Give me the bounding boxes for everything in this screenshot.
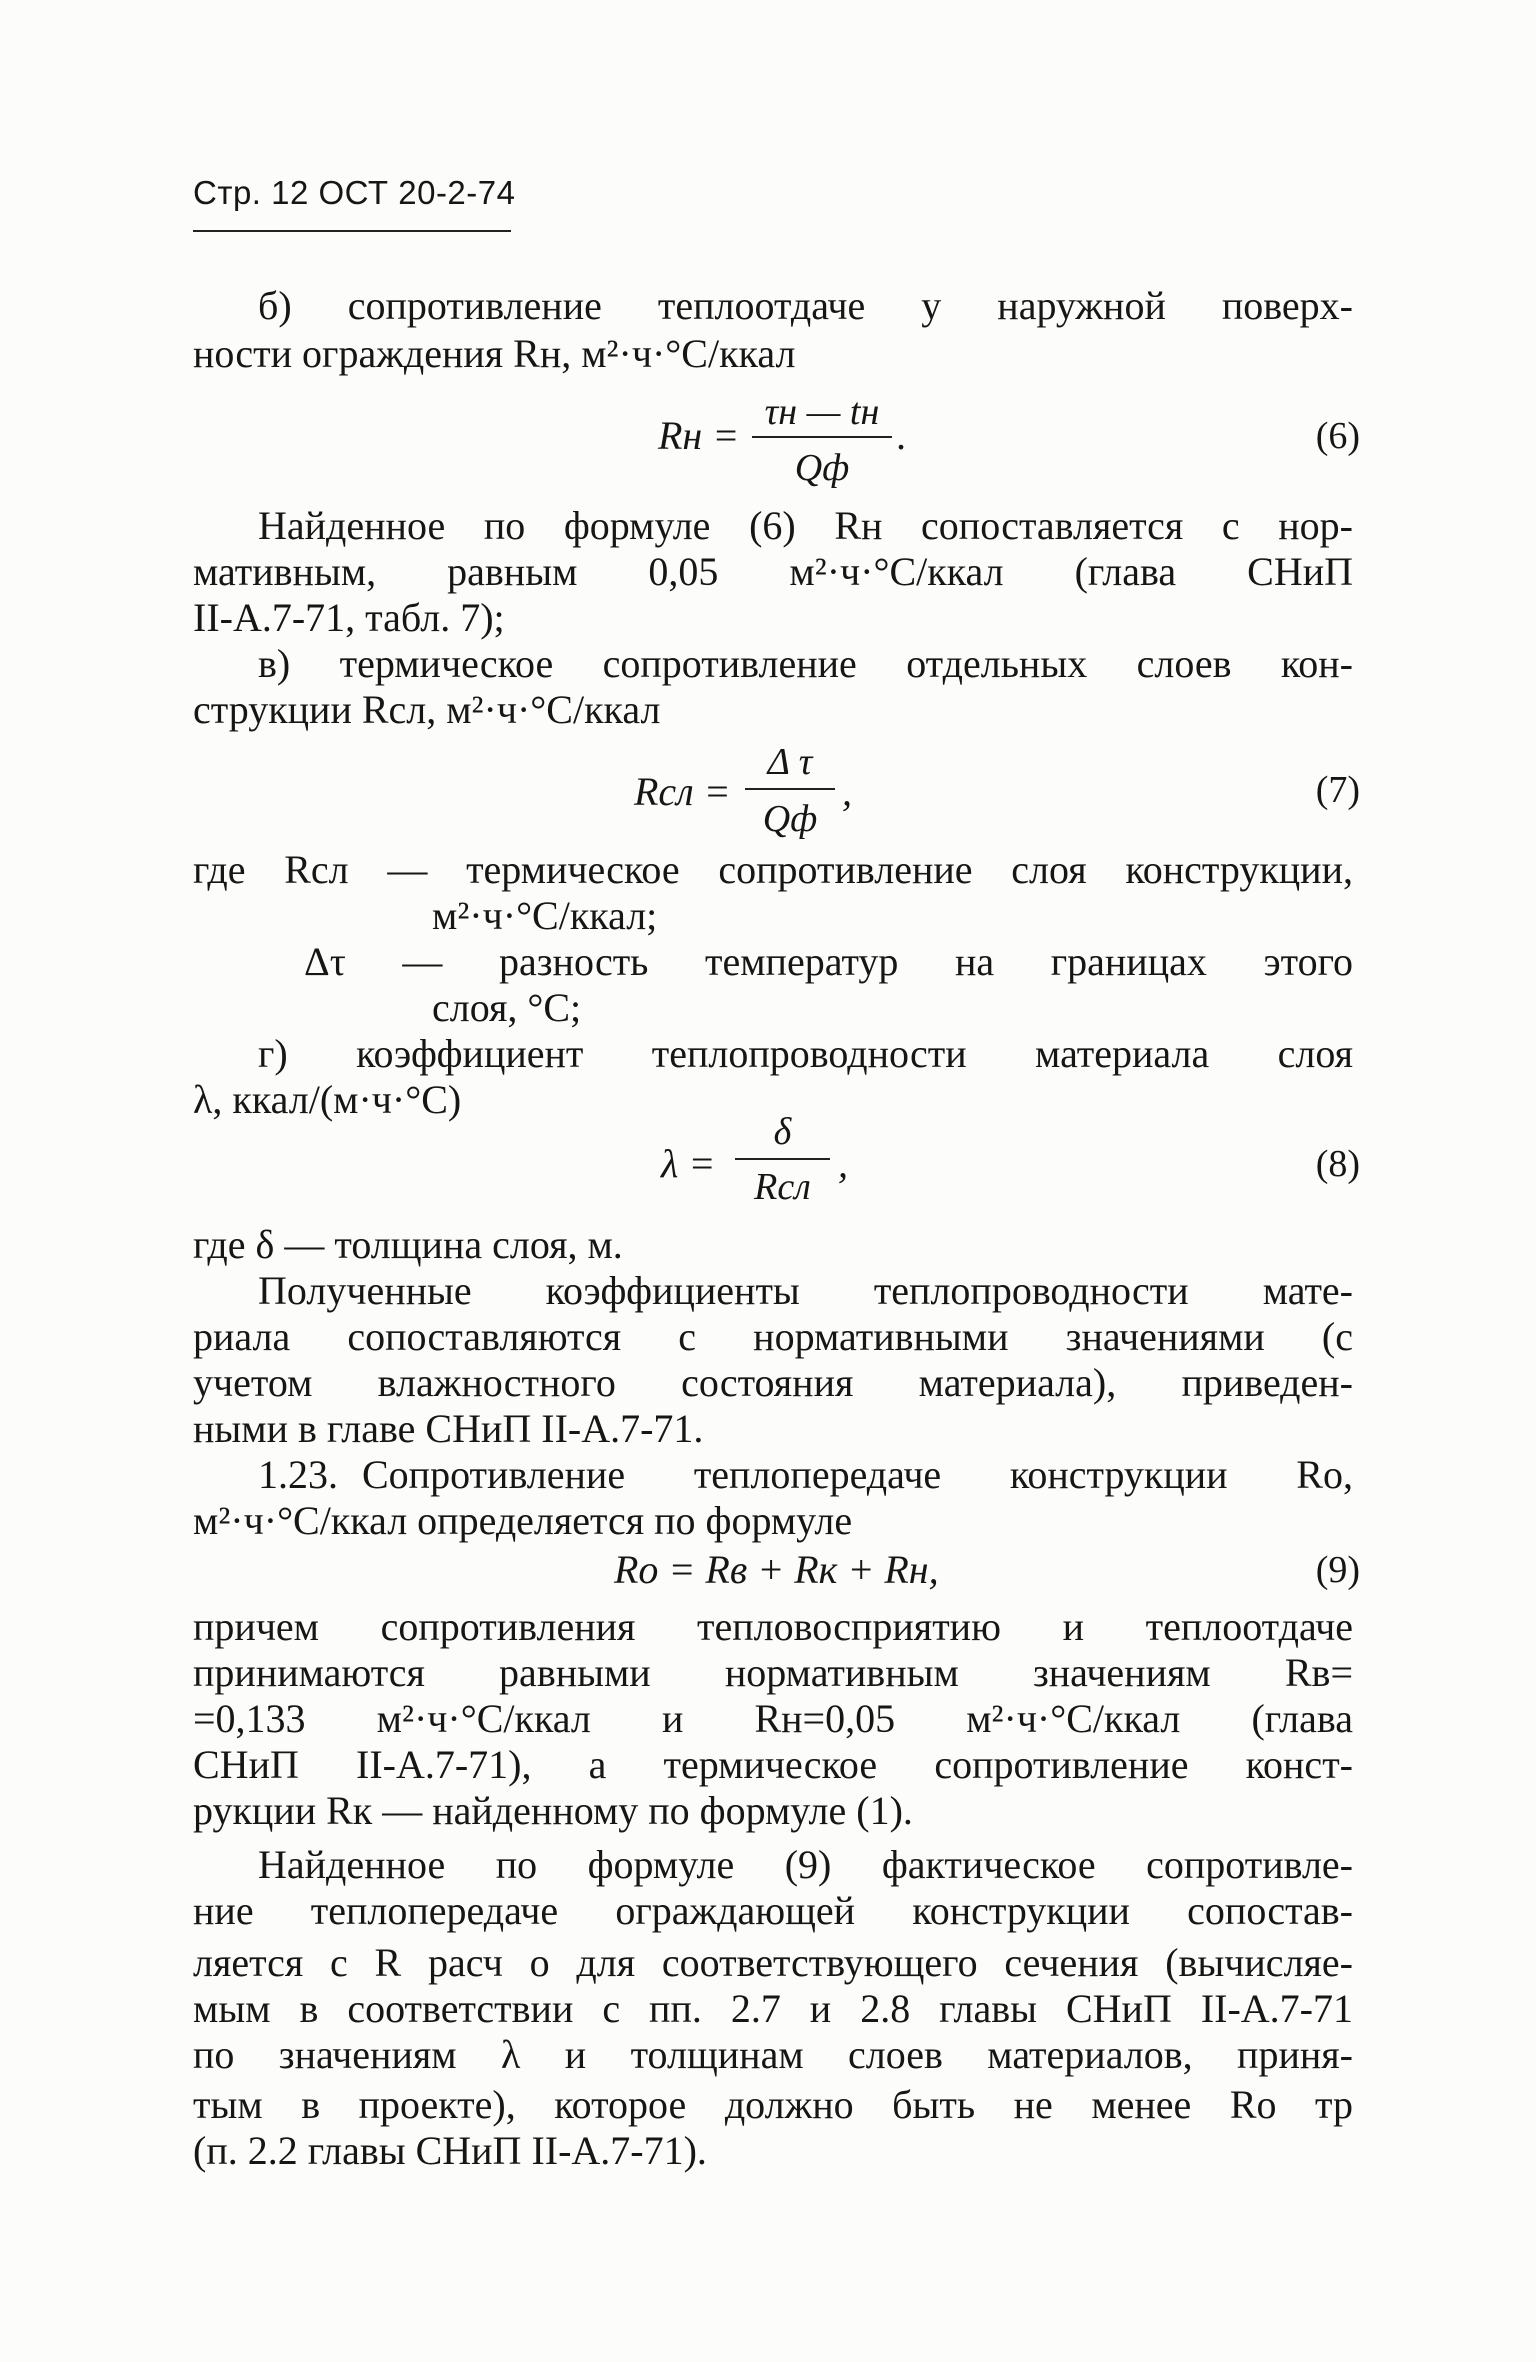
text-line: Найденное по формуле (6) Rн сопоставляется с нор- — [258, 503, 1353, 548]
formula-6-numerator: τн — tн — [764, 391, 880, 433]
text-line: где δ — толщина слоя, м. — [193, 1222, 623, 1267]
formula-8-lhs: λ = — [661, 1141, 716, 1186]
formula-6-number: (6) — [1315, 415, 1360, 457]
formula-8-numerator: δ — [773, 1111, 792, 1153]
text-line: струкции Rсл, м²·ч·°С/ккал — [193, 687, 661, 732]
fraction-bar — [735, 1158, 830, 1160]
text-line: ности ограждения Rн, м²·ч·°С/ккал — [193, 331, 796, 376]
text-line: мым в соответствии с пп. 2.7 и 2.8 главы СНиП II-А.7-71 — [193, 1986, 1353, 2031]
formula-6-denominator: Qф — [794, 447, 850, 489]
text-line: м²·ч·°С/ккал; — [432, 893, 658, 938]
text-line: риала сопоставляются с нормативными значениями (с — [193, 1314, 1353, 1359]
text-line: учетом влажностного состояния материала), приведен- — [193, 1360, 1353, 1405]
text-line: тым в проекте), которое должно быть не менее Rо тр — [193, 2082, 1353, 2127]
text-line: Найденное по формуле (9) фактическое сопротивле- — [258, 1842, 1353, 1887]
formula-7-tail: , — [842, 769, 852, 814]
text-line: по значениям λ и толщинам слоев материалов, приня- — [193, 2032, 1353, 2077]
text-line: причем сопротивления тепловосприятию и теплоотдаче — [193, 1604, 1353, 1649]
header-rule — [193, 230, 511, 232]
text-line: м²·ч·°С/ккал определяется по формуле — [193, 1498, 853, 1543]
formula-7-numerator: Δ τ — [767, 741, 813, 783]
formula-6-tail: . — [897, 413, 907, 458]
formula-7-denominator: Qф — [762, 798, 818, 840]
text-line: принимаются равными нормативным значениям Rв= — [193, 1650, 1353, 1695]
text-line: ными в главе СНиП II-А.7-71. — [193, 1406, 704, 1451]
text-line: Полученные коэффициенты теплопроводности мате- — [258, 1268, 1353, 1313]
text-line: слоя, °С; — [432, 985, 582, 1030]
text-line: СНиП II-А.7-71), а термическое сопротивление конст- — [193, 1742, 1353, 1787]
formula-8-denominator: Rсл — [754, 1166, 811, 1208]
formula-6-lhs: Rн = — [658, 413, 740, 458]
text-line: =0,133 м²·ч·°С/ккал и Rн=0,05 м²·ч·°С/ккал (глава — [193, 1696, 1353, 1741]
page-header: Стр. 12 ОСТ 20-2-74 — [193, 174, 516, 211]
text-line: λ, ккал/(м·ч·°С) — [193, 1077, 462, 1122]
text-line: в) термическое сопротивление отдельных слоев кон- — [258, 641, 1353, 686]
text-line: (п. 2.2 главы СНиП II-А.7-71). — [193, 2128, 707, 2173]
fraction-bar — [745, 788, 835, 790]
text-line: где Rсл — термическое сопротивление слоя конструкции, — [193, 847, 1353, 892]
formula-7-lhs: Rсл = — [634, 769, 731, 814]
text-line: Сопротивление теплопередаче конструкции Rо, — [362, 1452, 1353, 1497]
formula-7-number: (7) — [1315, 769, 1360, 811]
text-line: б) сопротивление теплоотдаче у наружной поверх- — [258, 283, 1353, 328]
formula-9-number: (9) — [1315, 1549, 1360, 1591]
formula-8-number: (8) — [1315, 1143, 1360, 1185]
text-line: II-А.7-71, табл. 7); — [193, 595, 505, 640]
text-line: ние теплопередаче ограждающей конструкции сопостав- — [193, 1888, 1353, 1933]
fraction-bar — [752, 436, 892, 438]
text-line: ляется с R расч о для соответствующего сечения (вычисляе- — [193, 1940, 1353, 1985]
formula-9: Rо = Rв + Rк + Rн, — [614, 1547, 939, 1592]
text-line: г) коэффициент теплопроводности материала слоя — [258, 1031, 1353, 1076]
text-line: Δτ — разность температур на границах этого — [304, 939, 1353, 984]
text-line: рукции Rк — найденному по формуле (1). — [193, 1788, 913, 1833]
formula-8-tail: , — [838, 1141, 848, 1186]
text-line: мативным, равным 0,05 м²·ч·°С/ккал (глава СНиП — [193, 549, 1353, 594]
section-number: 1.23. — [258, 1452, 338, 1497]
